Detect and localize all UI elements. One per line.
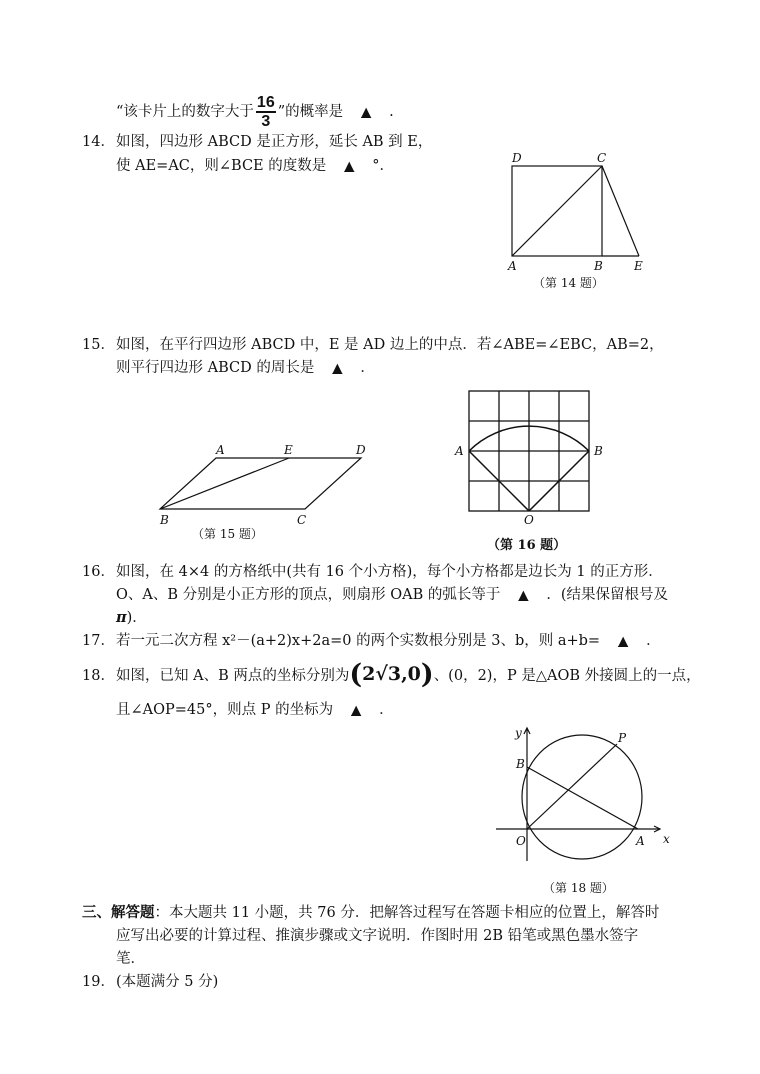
q18-label-b: B [516, 757, 525, 771]
q14-answer-blank[interactable]: ▲ [344, 159, 355, 174]
q14-text-line1: 如图，四边形 ABCD 是正方形，延长 AB 到 E， [116, 134, 433, 150]
q13-close-quote: ”的概率是 [277, 104, 344, 120]
q16-answer-blank[interactable]: ▲ [518, 588, 529, 603]
q16-label-o: O [524, 513, 534, 527]
q14-text-line2a: 使 AE=AC，则∠BCE 的度数是 [116, 158, 327, 174]
q16-caption: （第 16 题） [487, 538, 567, 553]
q15-caption: （第 15 题） [192, 527, 263, 541]
q18-coord-open: ( [349, 659, 363, 690]
q15-label-d: D [356, 443, 366, 457]
q16-text-line2b: ．(结果保留根号及 [546, 587, 669, 603]
q13-frac-num: 16 [256, 94, 275, 111]
q15-text-line1: 如图，在平行四边形 ABCD 中，E 是 AD 边上的中点．若∠ABE=∠EBC，AB=2， [116, 337, 664, 353]
q13-end: . [389, 104, 394, 120]
section3-heading: 三、解答题 [82, 904, 155, 921]
q19-line [82, 972, 218, 992]
q18-caption: （第 18 题） [543, 881, 614, 895]
q18-number: 18． [82, 668, 115, 684]
q13-open-quote: “该卡片上的数字大于 [116, 104, 254, 120]
q18-coord-body: 2√3,0 [362, 663, 421, 685]
q16-pi-symbol: π [116, 609, 127, 626]
q18-text-line2a: 且∠AOP=45°，则点 P 的坐标为 [116, 702, 334, 718]
q18-text-line2b: ． [379, 702, 394, 718]
q18-label-p: P [618, 731, 627, 745]
q18-answer-blank[interactable]: ▲ [351, 703, 362, 718]
q19-text: (本题满分 5 分) [116, 974, 219, 990]
q18-label-x: x [663, 832, 670, 846]
q17-number: 17． [82, 633, 115, 649]
section3-line3 [116, 949, 145, 969]
q19-number: 19． [82, 974, 115, 990]
q15-label-c: C [297, 513, 307, 527]
q13-frac-den: 3 [261, 113, 271, 130]
q18-label-o: O [516, 834, 526, 848]
q14-label-b: B [594, 259, 603, 273]
q18-label-a: A [636, 834, 645, 848]
q13-answer-blank[interactable]: ▲ [361, 105, 372, 120]
q15-label-e: E [284, 443, 293, 457]
q15-number: 15． [82, 337, 115, 353]
q17-answer-blank[interactable]: ▲ [618, 634, 629, 649]
q18-circumcircle [522, 735, 642, 859]
q18-segment-op [527, 744, 617, 829]
q16-text-line2a: O、A、B 分别是小正方形的顶点，则扇形 OAB 的弧长等于 [116, 587, 501, 603]
q15-label-a: A [216, 443, 225, 457]
q14-text-line2b: °． [372, 158, 394, 174]
q15-text-line2b: ． [360, 360, 375, 376]
q18-text-line1b: 、(0，2)，P 是△AOB 外接圆上的一点， [433, 668, 701, 684]
q16-label-b: B [594, 444, 603, 458]
q15-text-line2a: 则平行四边形 ABCD 的周长是 [116, 360, 315, 376]
q18-label-y: y [515, 726, 522, 740]
q16-text-line3b: )． [126, 610, 147, 626]
q17-text: 若一元二次方程 x²－(a+2)x+2a=0 的两个实数根分别是 3、b，则 a+b= [116, 633, 601, 649]
section3-text-line1: ：本大题共 11 小题，共 76 分．把解答过程写在答题卡相应的位置上，解答时 [154, 905, 660, 921]
q14-caption: （第 14 题） [533, 276, 604, 290]
q14-label-c: C [597, 151, 607, 165]
q18-text-line1a: 如图，已知 A、B 两点的坐标分别为 [116, 668, 350, 684]
q14-label-d: D [512, 151, 522, 165]
q14-label-a: A [508, 259, 517, 273]
section3-line1 [82, 903, 659, 923]
q16-number: 16． [82, 564, 115, 580]
q15-answer-blank[interactable]: ▲ [332, 361, 343, 376]
q14-label-e: E [634, 259, 643, 273]
q17-end: ． [646, 633, 661, 649]
q14-number: 14． [82, 134, 115, 150]
q15-label-b: B [160, 513, 169, 527]
section3-line2 [116, 926, 638, 946]
q18-coord-close: ) [420, 659, 434, 690]
section3-text-line3: 笔． [116, 951, 145, 967]
q16-text-line1: 如图，在 4×4 的方格纸中(共有 16 个小方格)，每个小方格都是边长为 1 的正方形． [116, 564, 663, 580]
section3-text-line2: 应写出必要的计算过程、推演步骤或文字说明．作图时用 2B 铅笔或黑色墨水签字 [116, 928, 639, 944]
q16-label-a: A [455, 444, 464, 458]
